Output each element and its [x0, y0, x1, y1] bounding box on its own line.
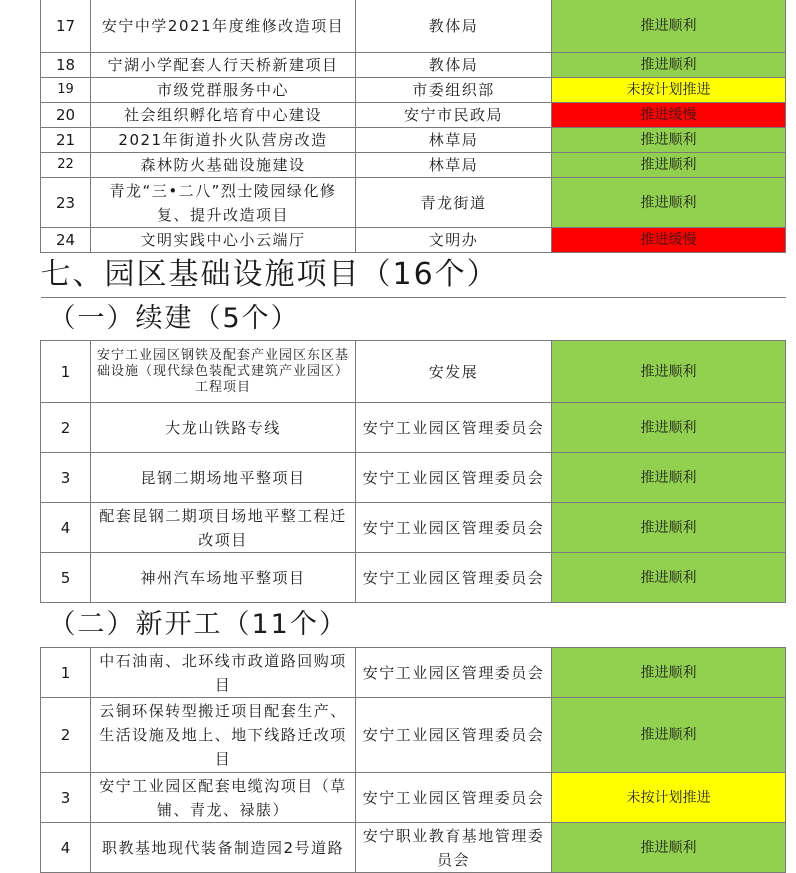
table-row	[41, 553, 786, 603]
table-row	[41, 773, 786, 823]
responsible-unit: 林草局	[356, 153, 552, 178]
project-name: 2021年街道扑火队营房改造	[91, 128, 356, 153]
row-number: 2	[41, 403, 91, 453]
project-name: 安宁工业园区配套电缆沟项目（草铺、青龙、禄脿）	[91, 773, 356, 823]
responsible-unit: 林草局	[356, 128, 552, 153]
responsible-unit: 教体局	[356, 0, 552, 53]
responsible-unit: 安宁工业园区管理委员会	[356, 503, 552, 553]
row-number: 4	[41, 823, 91, 873]
responsible-unit: 安宁工业园区管理委员会	[356, 698, 552, 773]
project-name: 大龙山铁路专线	[91, 403, 356, 453]
project-name: 文明实践中心小云端厅	[91, 228, 356, 253]
project-name: 云铜环保转型搬迁项目配套生产、生活设施及地上、地下线路迁改项目	[91, 698, 356, 773]
responsible-unit: 文明办	[356, 228, 552, 253]
project-name: 森林防火基础设施建设	[91, 153, 356, 178]
status-cell: 推进顺利	[552, 341, 786, 403]
responsible-unit: 安宁工业园区管理委员会	[356, 553, 552, 603]
row-number: 24	[41, 228, 91, 253]
table-row	[41, 153, 786, 178]
subsection-title: （二）新开工（11个）	[41, 603, 786, 648]
subsection-heading	[41, 603, 786, 648]
status-cell: 推进顺利	[552, 178, 786, 228]
table-row	[41, 341, 786, 403]
table-row	[41, 503, 786, 553]
status-cell: 未按计划推进	[552, 78, 786, 103]
row-number: 1	[41, 341, 91, 403]
project-name: 中石油南、北环线市政道路回购项目	[91, 648, 356, 698]
project-name: 安宁工业园区钢铁及配套产业园区东区基础设施（现代绿色装配式建筑产业园区）工程项目	[91, 341, 356, 403]
table-row	[41, 228, 786, 253]
status-cell: 推进缓慢	[552, 103, 786, 128]
table-row	[41, 178, 786, 228]
table-row	[41, 103, 786, 128]
status-cell: 推进顺利	[552, 823, 786, 873]
table-row	[41, 698, 786, 773]
row-number: 23	[41, 178, 91, 228]
project-name: 社会组织孵化培育中心建设	[91, 103, 356, 128]
row-number: 4	[41, 503, 91, 553]
subsection-title: （一）续建（5个）	[41, 298, 786, 341]
status-cell: 推进顺利	[552, 403, 786, 453]
row-number: 2	[41, 698, 91, 773]
row-number: 18	[41, 53, 91, 78]
status-cell: 推进顺利	[552, 648, 786, 698]
status-cell: 推进顺利	[552, 153, 786, 178]
status-cell: 推进顺利	[552, 53, 786, 78]
status-cell: 推进缓慢	[552, 228, 786, 253]
table-row	[41, 128, 786, 153]
row-number: 3	[41, 453, 91, 503]
row-number: 20	[41, 103, 91, 128]
table-row	[41, 453, 786, 503]
responsible-unit: 安发展	[356, 341, 552, 403]
project-name: 昆钢二期场地平整项目	[91, 453, 356, 503]
table-row	[41, 823, 786, 873]
table-row	[41, 53, 786, 78]
subsection-heading	[41, 298, 786, 341]
responsible-unit: 安宁市民政局	[356, 103, 552, 128]
responsible-unit: 青龙街道	[356, 178, 552, 228]
status-cell: 推进顺利	[552, 698, 786, 773]
responsible-unit: 市委组织部	[356, 78, 552, 103]
status-cell: 推进顺利	[552, 128, 786, 153]
status-cell: 推进顺利	[552, 503, 786, 553]
project-progress-table	[40, 0, 786, 873]
responsible-unit: 安宁职业教育基地管理委员会	[356, 823, 552, 873]
project-name: 职教基地现代装备制造园2号道路	[91, 823, 356, 873]
project-name: 宁湖小学配套人行天桥新建项目	[91, 53, 356, 78]
table-row	[41, 403, 786, 453]
responsible-unit: 安宁工业园区管理委员会	[356, 453, 552, 503]
status-cell: 推进顺利	[552, 553, 786, 603]
status-cell: 推进顺利	[552, 0, 786, 53]
row-number: 1	[41, 648, 91, 698]
responsible-unit: 教体局	[356, 53, 552, 78]
responsible-unit: 安宁工业园区管理委员会	[356, 648, 552, 698]
section-heading	[41, 253, 786, 298]
row-number: 3	[41, 773, 91, 823]
table-row	[41, 0, 786, 53]
row-number: 5	[41, 553, 91, 603]
row-number: 21	[41, 128, 91, 153]
row-number: 17	[41, 0, 91, 53]
status-cell: 未按计划推进	[552, 773, 786, 823]
table-row	[41, 648, 786, 698]
row-number: 22	[41, 153, 91, 178]
table-row	[41, 78, 786, 103]
section-title: 七、园区基础设施项目（16个）	[41, 253, 786, 298]
responsible-unit: 安宁工业园区管理委员会	[356, 773, 552, 823]
project-name: 神州汽车场地平整项目	[91, 553, 356, 603]
project-name: 青龙“三•二八”烈士陵园绿化修复、提升改造项目	[91, 178, 356, 228]
project-name: 安宁中学2021年度维修改造项目	[91, 0, 356, 53]
row-number: 19	[41, 78, 91, 103]
status-cell: 推进顺利	[552, 453, 786, 503]
responsible-unit: 安宁工业园区管理委员会	[356, 403, 552, 453]
project-name: 配套昆钢二期项目场地平整工程迁改项目	[91, 503, 356, 553]
project-name: 市级党群服务中心	[91, 78, 356, 103]
